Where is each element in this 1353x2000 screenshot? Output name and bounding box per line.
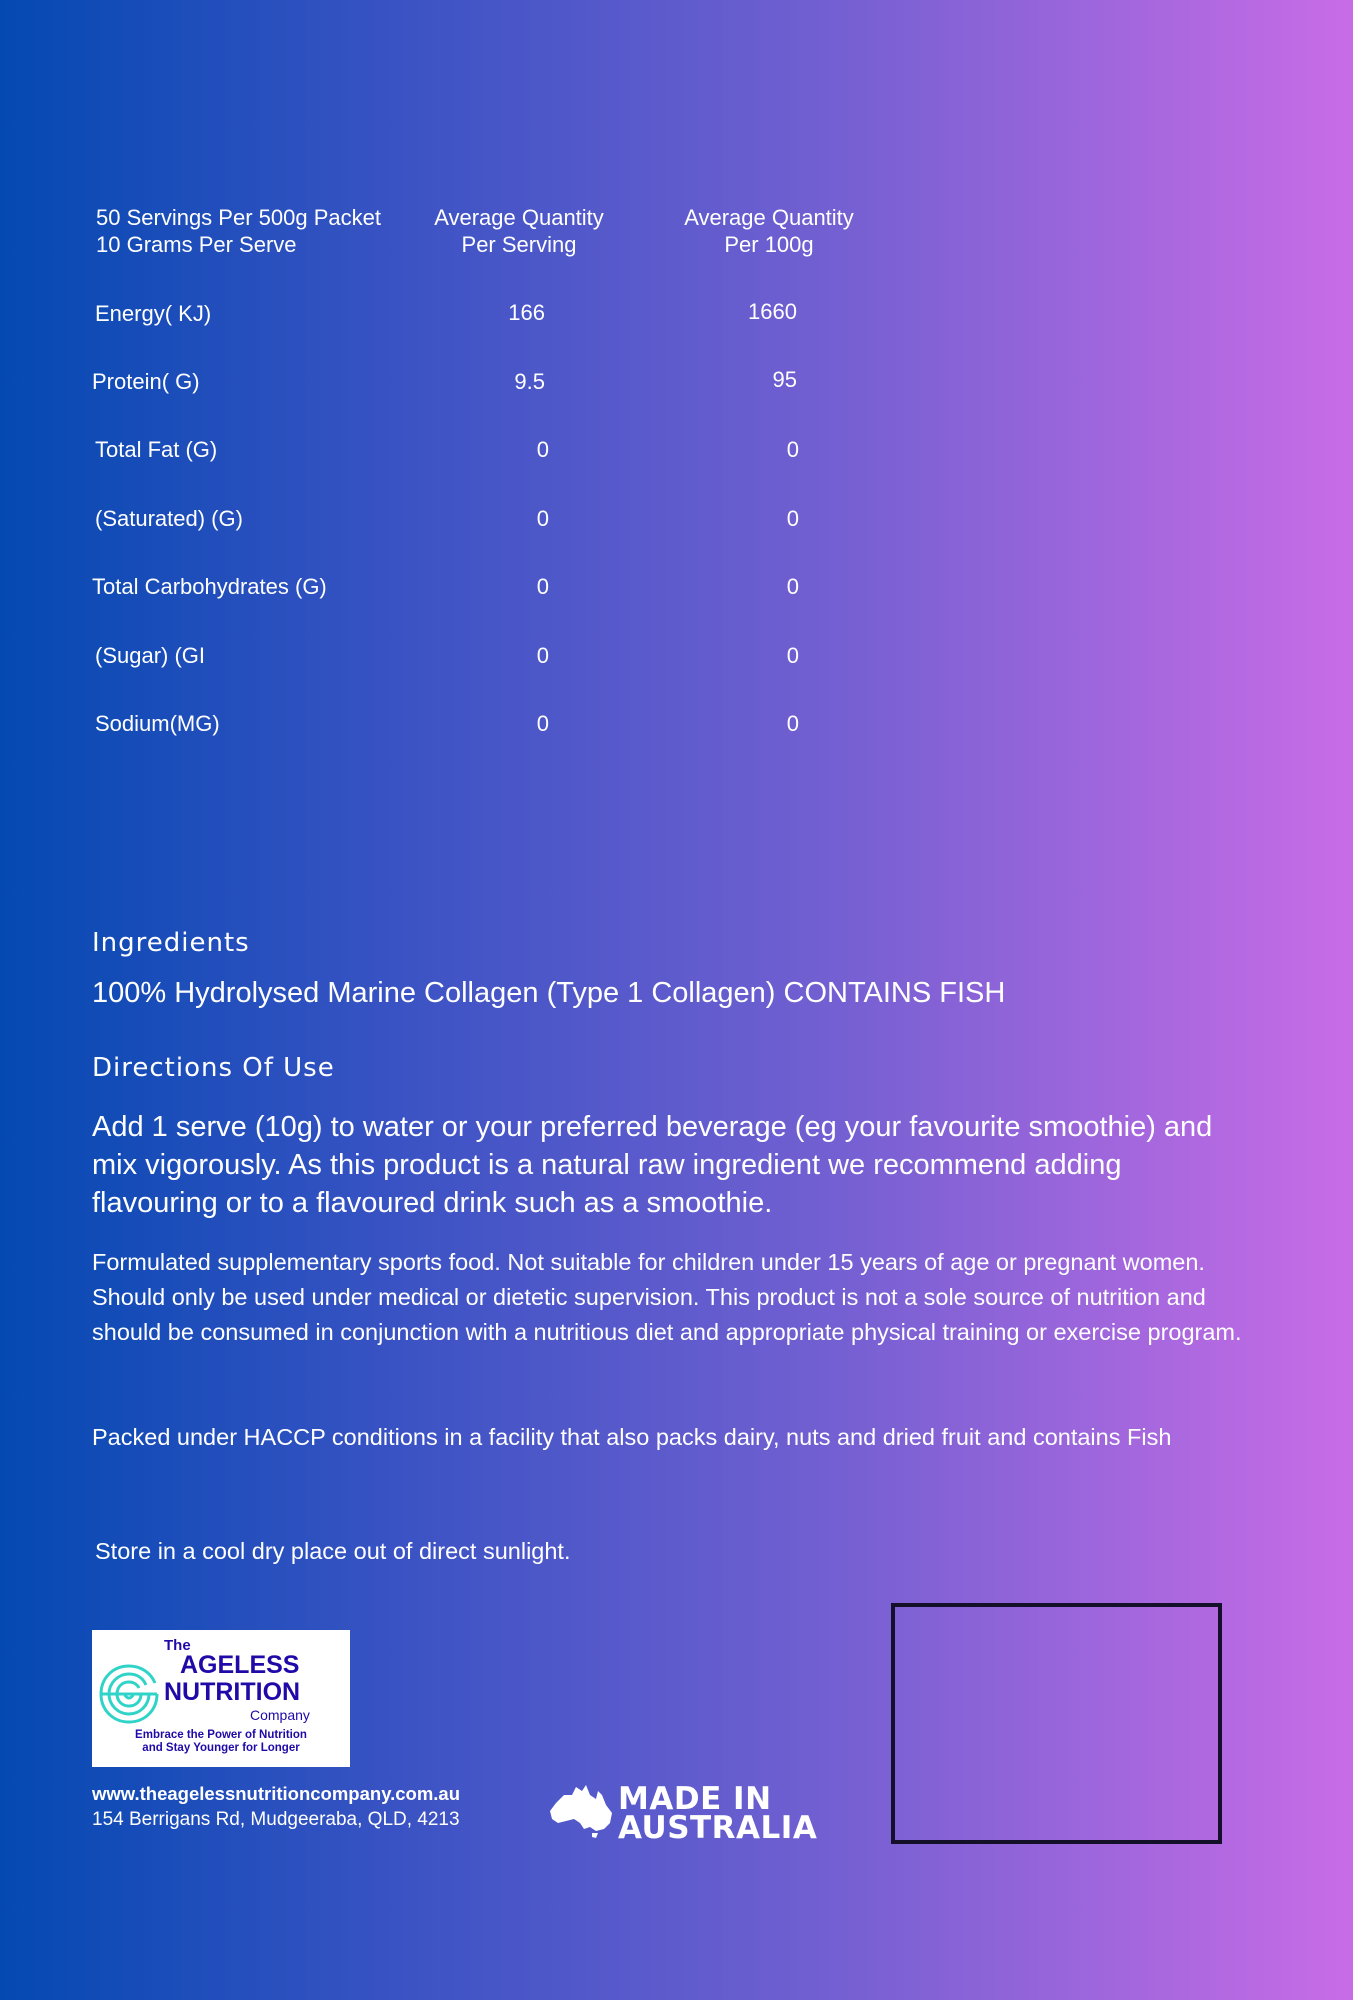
- per-serving-value: 0: [536, 711, 549, 736]
- ingredients-heading: Ingredients: [92, 928, 250, 958]
- per-100g-value: 0: [786, 711, 799, 736]
- logo-the: The: [164, 1637, 191, 1654]
- brand-logo: [92, 1630, 350, 1767]
- per-serving-value: 0: [536, 506, 549, 531]
- made-in-line1: MADE IN: [618, 1781, 772, 1817]
- per-serving-header-line1: Average Quantity: [434, 205, 604, 230]
- logo-company: Company: [250, 1707, 310, 1723]
- packed-note: Packed under HACCP conditions in a facility that also packs dairy, nuts and dried fruit and contains Fish: [92, 1424, 1172, 1450]
- per-100g-value: 0: [786, 574, 799, 599]
- website-link[interactable]: www.theagelessnutritioncompany.com.au: [92, 1783, 461, 1804]
- per-100g-value: 0: [786, 643, 799, 668]
- per-100g-header-line2: Per 100g: [724, 232, 814, 257]
- logo-tagline-line1: Embrace the Power of Nutrition: [135, 1729, 307, 1741]
- made-in-australia: [618, 1781, 818, 1846]
- nutrient-label: Total Fat (G): [95, 437, 218, 462]
- australia-map-icon: [548, 1781, 614, 1839]
- logo-ageless: AGELESS: [180, 1651, 300, 1679]
- directions-heading: Directions Of Use: [92, 1053, 335, 1083]
- ingredients-text: 100% Hydrolysed Marine Collagen (Type 1 Collagen) CONTAINS FISH: [92, 977, 1006, 1009]
- per-serving-value: 166: [508, 300, 545, 325]
- nutrient-label: Protein( G): [92, 369, 200, 394]
- nutrient-label: Energy( KJ): [95, 301, 212, 326]
- nutrient-label: Total Carbohydrates (G): [92, 574, 327, 599]
- per-serving-header: [412, 204, 626, 258]
- per-100g-header: [662, 204, 876, 258]
- nutrient-label: (Saturated) (G): [95, 506, 243, 531]
- nutrient-label: (Sugar) (GI: [95, 643, 206, 668]
- logo-tagline: [92, 1729, 350, 1755]
- swirl-logo-icon: [97, 1660, 161, 1728]
- directions-text: Add 1 serve (10g) to water or your preferred beverage (eg your favourite smoothie) and mix vigorously. As this product is a natural raw ingredient we recommend adding flavouring or to a flavoured drink such as a smoothie.: [92, 1111, 1213, 1219]
- barcode-placeholder-box: [891, 1603, 1222, 1844]
- servings-header: [96, 204, 381, 258]
- per-serving-value: 0: [536, 643, 549, 668]
- logo-tagline-line2: and Stay Younger for Longer: [142, 1742, 300, 1754]
- per-100g-value: 0: [786, 506, 799, 531]
- nutrient-label: Sodium(MG): [95, 711, 220, 736]
- per-100g-value: 0: [786, 437, 799, 462]
- grams-per-serve: 10 Grams Per Serve: [96, 232, 297, 257]
- per-serving-value: 0: [536, 437, 549, 462]
- made-in-line2: AUSTRALIA: [618, 1810, 818, 1846]
- servings-per-pack: 50 Servings Per 500g Packet: [96, 205, 381, 230]
- per-100g-header-line1: Average Quantity: [684, 205, 854, 230]
- per-serving-value: 9.5: [514, 369, 545, 394]
- per-serving-header-line2: Per Serving: [461, 232, 577, 257]
- logo-nutrition: NUTRITION: [164, 1678, 301, 1706]
- storage-note: Store in a cool dry place out of direct sunlight.: [95, 1538, 571, 1564]
- address-text: 154 Berrigans Rd, Mudgeeraba, QLD, 4213: [92, 1809, 460, 1830]
- per-100g-value: 95: [772, 367, 797, 392]
- per-100g-value: 1660: [748, 299, 797, 324]
- disclaimer-text: Formulated supplementary sports food. Not suitable for children under 15 years of age or pregnant women. Should only be used under medical or dietetic supervision. This product is not a sole source of nutrition and should be consumed in conjunction with a nutritious diet and appropriate physical training or exercise program.: [92, 1249, 1242, 1345]
- per-serving-value: 0: [536, 574, 549, 599]
